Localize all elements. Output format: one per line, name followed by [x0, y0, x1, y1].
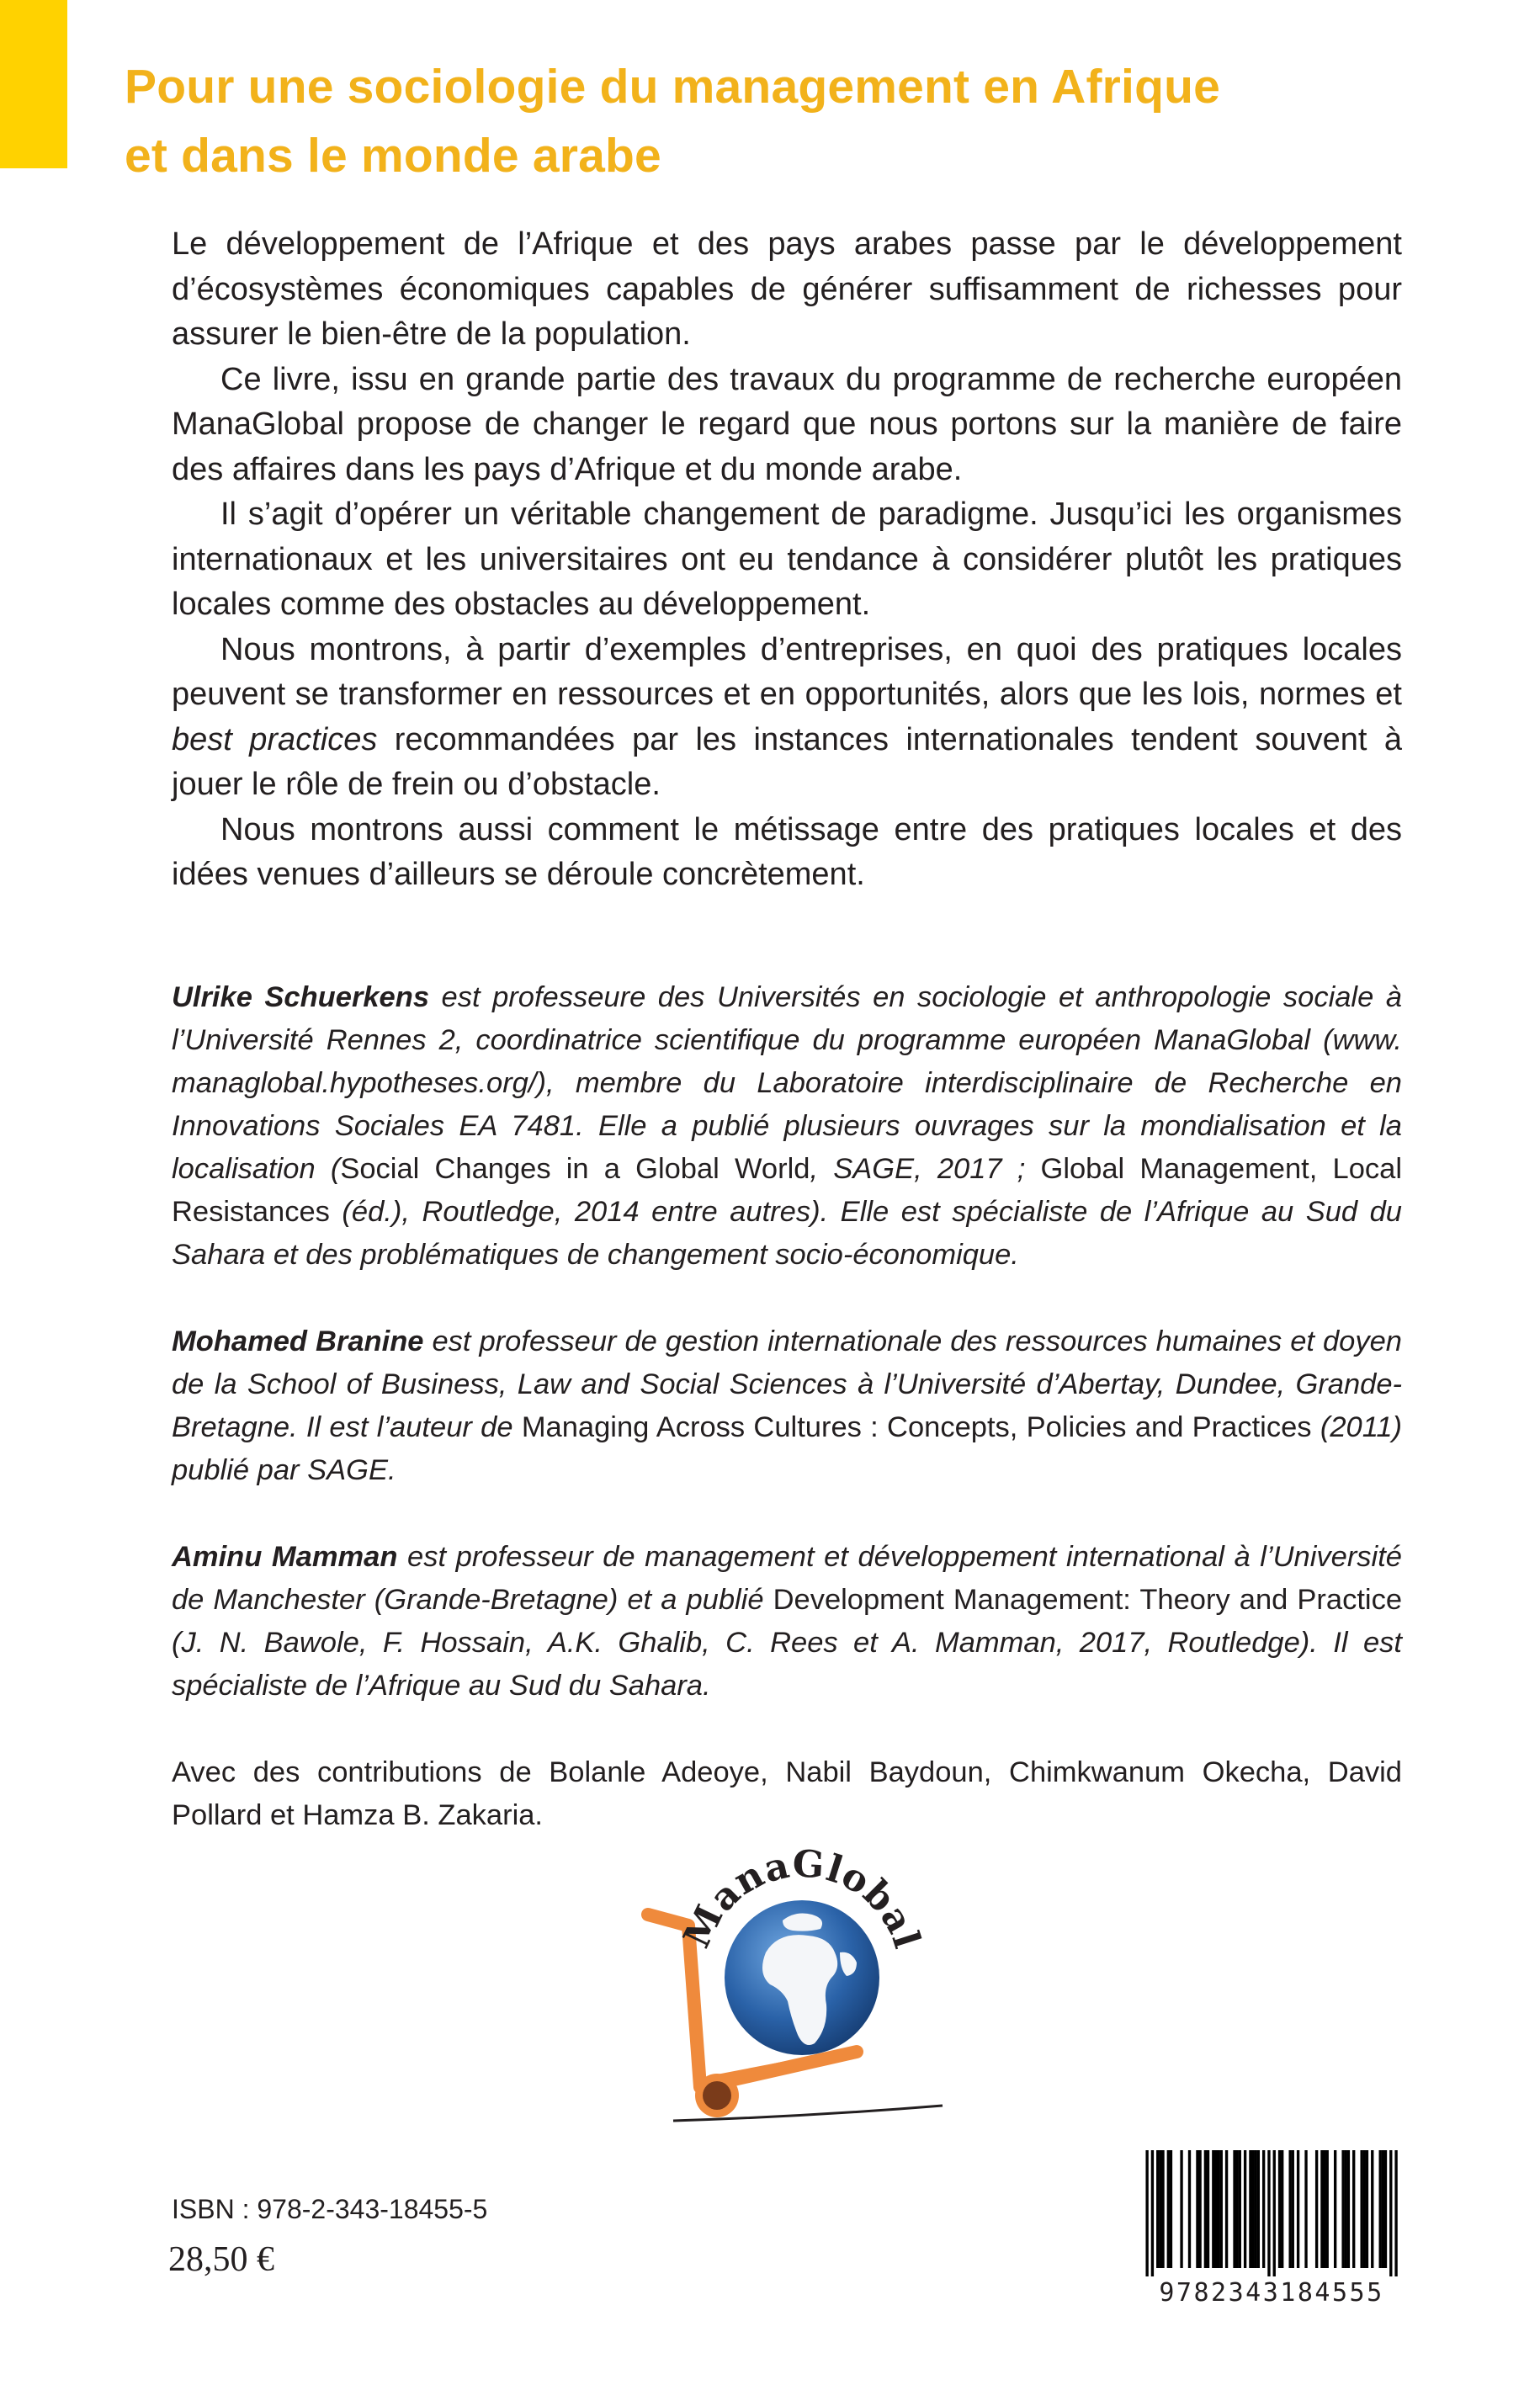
barcode-bar	[1267, 2150, 1270, 2276]
bio-text: est professeur de gestion internationale des ressources humaines et doyen de la School of Business, Law and Social Sciences à l’Université d’Abertay, Dundee, Grande-Bretagne. Il est l’auteur de	[172, 1325, 1402, 1443]
barcode-bar	[1212, 2150, 1214, 2268]
barcode-bar	[1315, 2150, 1318, 2268]
barcode-bar	[1217, 2150, 1219, 2268]
barcode-bar	[1320, 2150, 1323, 2268]
summary-paragraph: Ce livre, issu en grande partie des travaux du programme de recherche européen ManaGlobal propose de changer le regard que nous portons sur la manière de faire des affaires dans les pays d’Afrique et du monde arabe.	[172, 361, 1402, 487]
barcode-bar	[1366, 2150, 1368, 2268]
barcode-bar	[1389, 2150, 1392, 2276]
bio-text: est professeure des Universités en sociologie et anthropologie sociale à l’Université Rennes 2, coordinatrice scientifique du programme européen ManaGlobal (www. managlobal.hypotheses.org/), membre du Laboratoire interdisciplinaire de Recherche en Innovations Sociales EA 7481. Elle a publié plusieurs ouvrages sur la mondialisation et la localisation (	[172, 981, 1402, 1185]
contributors-note: Avec des contributions de Bolanle Adeoye, Nabil Baydoun, Chimkwanum Okecha, David Pollard et Hamza B. Zakaria.	[172, 1756, 1402, 1831]
bio-text: est professeur de management et développement international à l’Université de Manchester (Grande-Bretagne) et a publié	[172, 1541, 1402, 1616]
barcode-bar	[1352, 2150, 1355, 2268]
summary-paragraph: Nous montrons aussi comment le métissage entre des pratiques locales et des idées venues d’ailleurs se déroule concrètement.	[172, 811, 1402, 892]
summary-italic-term: best practices	[172, 721, 378, 757]
barcode-bar	[1281, 2150, 1283, 2268]
barcode-bar	[1188, 2150, 1191, 2268]
barcode-bar	[1292, 2150, 1294, 2268]
author-name: Ulrike Schuerkens	[172, 981, 430, 1013]
isbn: ISBN : 978-2-343-18455-5	[172, 2194, 488, 2224]
summary-text: recommandées par les instances internationales tendent souvent à jouer le rôle de frein ou d’obstacle.	[172, 721, 1402, 802]
barcode-bar	[1288, 2150, 1291, 2268]
bio-work-title: Managing Across Cultures : Concepts, Policies and Practices	[521, 1411, 1312, 1443]
barcode-bar	[1249, 2150, 1251, 2268]
barcode-bar	[1196, 2150, 1198, 2268]
barcode-bar	[1262, 2150, 1265, 2268]
barcode-bar	[1214, 2150, 1217, 2268]
barcode-bar	[1170, 2150, 1172, 2268]
barcode-bar	[1145, 2150, 1148, 2276]
book-title	[125, 52, 1488, 190]
barcode-bar	[1304, 2150, 1307, 2268]
bio-work-title: Development Management: Theory and Practice	[773, 1584, 1403, 1616]
globe-cart-icon	[640, 1826, 951, 2163]
barcode-bar	[1273, 2150, 1276, 2276]
barcode-bar	[1326, 2150, 1329, 2268]
barcode-bars	[1138, 2150, 1405, 2276]
bio-text: (éd.), Routledge, 2014 entre autres). Elle est spécialiste de l’Afrique au Sud du Sahara et des problématiques de changement socio-économique.	[172, 1196, 1402, 1271]
barcode-bar	[1363, 2150, 1366, 2268]
barcode-bar	[1341, 2150, 1344, 2268]
cart-wheel-hub	[703, 2081, 731, 2110]
barcode-bar	[1220, 2150, 1223, 2268]
barcode-digits: 9782343184555	[1159, 2278, 1384, 2308]
author-bio-schuerkens	[172, 976, 1402, 1277]
logo-text: ManaGlobal	[675, 1842, 929, 1955]
summary-text: Nous montrons, à partir d’exemples d’entreprises, en quoi des pratiques locales peuvent se transformer en ressources et en opportunités, alors que les lois, normes et	[172, 631, 1402, 712]
barcode-bar	[1156, 2150, 1159, 2268]
bio-text: (2011) publié par SAGE.	[172, 1411, 1402, 1486]
barcode-bar	[1297, 2150, 1299, 2268]
bio-work-title: Social Changes in a Global World	[340, 1153, 810, 1185]
author-name: Aminu Mamman	[172, 1541, 398, 1573]
barcode-bar	[1278, 2150, 1281, 2268]
barcode-bar	[1382, 2150, 1384, 2268]
barcode-bar	[1207, 2150, 1209, 2268]
barcode-bar	[1159, 2150, 1161, 2268]
barcode-bar	[1347, 2150, 1350, 2268]
barcode-bar	[1239, 2150, 1241, 2268]
barcode-bar	[1225, 2150, 1228, 2268]
author-bio-branine	[172, 1320, 1402, 1492]
title-line-2: et dans le monde arabe	[125, 129, 661, 183]
barcode-bar	[1244, 2150, 1246, 2268]
barcode-bar	[1251, 2150, 1254, 2268]
summary-paragraph	[172, 628, 1402, 808]
author-name: Mohamed Branine	[172, 1325, 424, 1357]
author-bio-mamman	[172, 1536, 1402, 1708]
summary-paragraph: Il s’agit d’opérer un véritable changement de paradigme. Jusqu’ici les organismes internationaux et les universitaires ont eu tendance à considérer plutôt les pratiques locales comme des obstacles au développement.	[172, 497, 1402, 622]
barcode-bar	[1161, 2150, 1164, 2268]
barcode-bar	[1360, 2150, 1362, 2268]
barcode	[1138, 2150, 1405, 2313]
barcode-bar	[1334, 2150, 1336, 2268]
price: 28,50 €	[168, 2240, 274, 2279]
bio-text: , SAGE, 2017 ;	[810, 1153, 1041, 1185]
bio-text: (J. N. Bawole, F. Hossain, A.K. Ghalib, C. Rees et A. Mamman, 2017, Routledge). Il est spécialiste de l’Afrique au Sud du Sahara.	[172, 1627, 1402, 1702]
barcode-bar	[1151, 2150, 1154, 2276]
barcode-bar	[1255, 2150, 1257, 2268]
author-bios	[172, 976, 1402, 1837]
back-cover-summary	[172, 222, 1402, 898]
barcode-bar	[1198, 2150, 1201, 2268]
barcode-bar	[1371, 2150, 1373, 2268]
yellow-accent-bar	[0, 0, 67, 168]
barcode-bar	[1384, 2150, 1387, 2268]
barcode-bar	[1167, 2150, 1170, 2268]
barcode-bar	[1379, 2150, 1382, 2268]
barcode-bar	[1323, 2150, 1325, 2268]
summary-paragraph: Le développement de l’Afrique et des pays arabes passe par le développement d’écosystèmes économiques capables de générer suffisamment de richesses pour assurer le bien-être de la population.	[172, 226, 1402, 352]
barcode-bar	[1180, 2150, 1182, 2268]
barcode-bar	[1394, 2150, 1397, 2276]
barcode-bar	[1233, 2150, 1235, 2268]
barcode-bar	[1236, 2150, 1239, 2268]
bio-work-title: Global Management, Local Resistances	[172, 1153, 1402, 1228]
barcode-bar	[1204, 2150, 1207, 2268]
barcode-bar	[1257, 2150, 1260, 2268]
title-line-1: Pour une sociologie du management en Afrique	[125, 60, 1221, 114]
managlobal-logo	[640, 1826, 951, 2163]
barcode-bar	[1345, 2150, 1347, 2268]
